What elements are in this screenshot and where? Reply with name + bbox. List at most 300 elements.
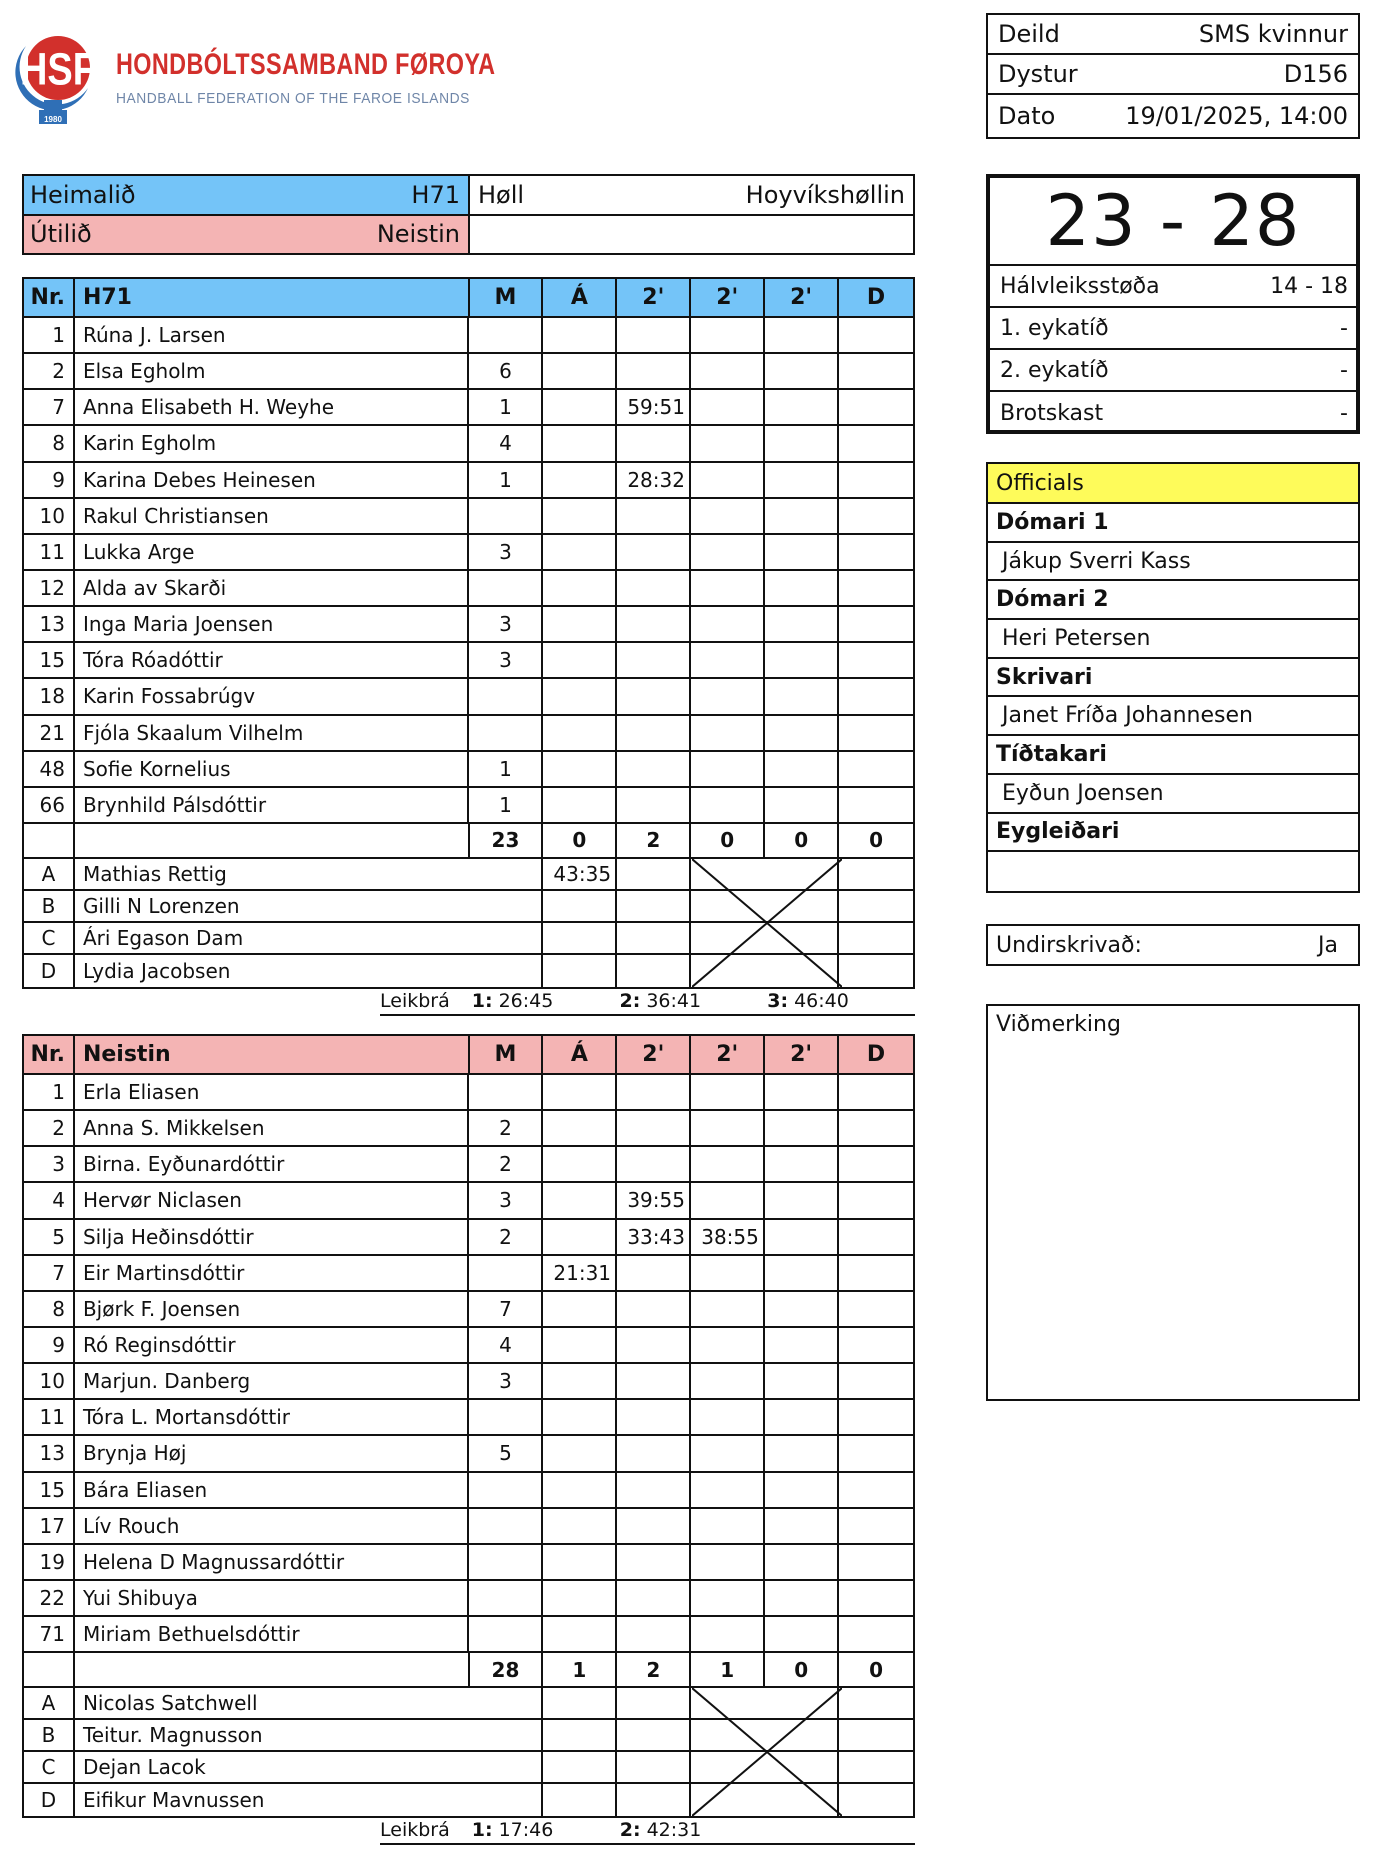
player-name: Eir Martinsdóttir <box>75 1256 470 1290</box>
player-m: 2 <box>469 1147 543 1181</box>
player-d <box>839 607 913 641</box>
official-disq <box>839 859 913 889</box>
player-d <box>839 716 913 750</box>
score-row <box>990 392 1356 434</box>
score-row-value: - <box>1340 357 1348 383</box>
player-d <box>839 318 913 352</box>
player-d <box>839 1292 913 1326</box>
player-p1 <box>617 499 691 533</box>
player-name: Lukka Arge <box>75 535 470 569</box>
player-name: Anna Elisabeth H. Weyhe <box>75 390 470 424</box>
player-row <box>24 1183 913 1219</box>
player-d <box>839 1581 913 1615</box>
player-a <box>543 643 617 677</box>
player-d <box>839 1256 913 1290</box>
total-p2: 0 <box>691 824 765 857</box>
timeout-time: 26:45 <box>498 990 554 1012</box>
away-roster-table <box>22 1034 915 1818</box>
totals-nr-empty <box>24 824 75 857</box>
timeout-time: 36:41 <box>646 990 702 1012</box>
emblem-text: HSF <box>20 43 96 95</box>
official-disq <box>839 891 913 921</box>
official-role: Dómari 1 <box>988 504 1358 543</box>
info-row-date <box>988 95 1358 137</box>
player-d <box>839 752 913 786</box>
official-disq <box>839 1752 913 1782</box>
player-name: Sofie Kornelius <box>75 752 470 786</box>
official-disq <box>839 923 913 953</box>
player-p1 <box>617 1256 691 1290</box>
player-p2 <box>691 354 765 388</box>
score-row-value: - <box>1340 400 1348 426</box>
official-warning <box>543 1784 617 1816</box>
timeouts-label: Leikbrá <box>380 990 450 1012</box>
player-d <box>839 1509 913 1543</box>
timeout-item <box>767 990 915 1012</box>
player-d <box>839 571 913 605</box>
player-a <box>543 1075 617 1109</box>
player-p2 <box>691 1147 765 1181</box>
player-name: Miriam Bethuelsdóttir <box>75 1617 470 1651</box>
player-name: Alda av Skarði <box>75 571 470 605</box>
hall-cell <box>470 176 913 214</box>
player-p1: 59:51 <box>617 390 691 424</box>
player-name: Brynja Høj <box>75 1436 470 1470</box>
player-d <box>839 535 913 569</box>
official-name: Ári Egason Dam <box>75 923 543 953</box>
player-name: Karin Fossabrúgv <box>75 679 470 713</box>
player-row <box>24 716 913 752</box>
final-score: 23 - 28 <box>990 178 1356 266</box>
player-number: 11 <box>24 535 75 569</box>
player-row <box>24 643 913 679</box>
score-row-label: Hálvleiksstøða <box>1000 273 1160 299</box>
player-a <box>543 1617 617 1651</box>
player-name: Ró Reginsdóttir <box>75 1328 470 1362</box>
info-value: SMS kvinnur <box>1198 20 1348 48</box>
col-header-m: M <box>470 279 544 316</box>
player-d <box>839 1400 913 1434</box>
player-p2: 38:55 <box>691 1220 765 1254</box>
player-a <box>543 463 617 497</box>
official-name: Mathias Rettig <box>75 859 543 889</box>
total-p3: 0 <box>765 1653 839 1686</box>
player-number: 7 <box>24 1256 75 1290</box>
player-p2 <box>691 390 765 424</box>
player-p2 <box>691 752 765 786</box>
official-name: Heri Petersen <box>988 620 1358 659</box>
player-a <box>543 318 617 352</box>
player-d <box>839 1111 913 1145</box>
player-p3 <box>765 1075 839 1109</box>
col-header-p1: 2' <box>617 1036 691 1073</box>
match-info-box <box>986 13 1360 139</box>
player-p1 <box>617 1364 691 1398</box>
home-team-line <box>24 176 913 214</box>
player-name: Brynhild Pálsdóttir <box>75 788 470 822</box>
score-row <box>990 350 1356 392</box>
col-header-p2: 2' <box>691 1036 765 1073</box>
player-number: 4 <box>24 1183 75 1217</box>
player-p2 <box>691 1473 765 1507</box>
player-name: Rakul Christiansen <box>75 499 470 533</box>
home-value: H71 <box>411 180 460 209</box>
player-d <box>839 1473 913 1507</box>
player-p2 <box>691 463 765 497</box>
official-letter: C <box>24 1752 75 1782</box>
player-row <box>24 1292 913 1328</box>
player-number: 1 <box>24 1075 75 1109</box>
player-row <box>24 535 913 571</box>
signed-box <box>986 924 1360 966</box>
player-a <box>543 1436 617 1470</box>
hall-value: Hoyvíkshøllin <box>745 180 905 209</box>
score-box <box>986 174 1360 434</box>
official-suspension <box>617 1688 691 1718</box>
official-role: Tíðtakari <box>988 736 1358 775</box>
player-name: Karin Egholm <box>75 426 470 460</box>
hall-label: Høll <box>478 180 525 209</box>
timeouts-label: Leikbrá <box>380 1819 450 1841</box>
player-a <box>543 607 617 641</box>
col-header-a: Á <box>543 279 617 316</box>
timeout-time: 42:31 <box>646 1819 702 1841</box>
player-d <box>839 499 913 533</box>
player-p2 <box>691 607 765 641</box>
player-p3 <box>765 716 839 750</box>
player-name: Erla Eliasen <box>75 1075 470 1109</box>
player-m <box>469 1617 543 1651</box>
player-row <box>24 1364 913 1400</box>
player-p1 <box>617 1545 691 1579</box>
official-letter: C <box>24 923 75 953</box>
player-number: 22 <box>24 1581 75 1615</box>
official-letter: B <box>24 891 75 921</box>
player-number: 17 <box>24 1509 75 1543</box>
player-row <box>24 1436 913 1472</box>
player-m: 3 <box>469 1364 543 1398</box>
player-name: Helena D Magnussardóttir <box>75 1545 470 1579</box>
col-header-m: M <box>470 1036 544 1073</box>
player-p3 <box>765 1147 839 1181</box>
player-p1 <box>617 1292 691 1326</box>
player-p1 <box>617 426 691 460</box>
remarks-box <box>986 1004 1360 1401</box>
player-m: 6 <box>469 354 543 388</box>
player-m: 3 <box>469 607 543 641</box>
player-a <box>543 390 617 424</box>
player-p1: 33:43 <box>617 1220 691 1254</box>
player-row <box>24 1111 913 1147</box>
score-row-label: 2. eykatíð <box>1000 357 1109 383</box>
signed-value: Ja <box>1318 932 1338 958</box>
player-number: 2 <box>24 1111 75 1145</box>
totals-name-empty <box>75 824 470 857</box>
player-a <box>543 426 617 460</box>
player-row <box>24 1220 913 1256</box>
player-p2 <box>691 499 765 533</box>
timeout-item <box>620 990 768 1012</box>
official-warning <box>543 1720 617 1750</box>
player-p3 <box>765 1436 839 1470</box>
official-name: Teitur. Magnusson <box>75 1720 543 1750</box>
player-d <box>839 643 913 677</box>
player-number: 8 <box>24 426 75 460</box>
table-header-row <box>24 279 913 318</box>
player-p3 <box>765 318 839 352</box>
player-m <box>469 499 543 533</box>
col-header-d: D <box>866 1042 886 1067</box>
player-m: 2 <box>469 1220 543 1254</box>
player-row <box>24 426 913 462</box>
timeout-number: 2: <box>619 990 641 1012</box>
official-name: Lydia Jacobsen <box>75 955 543 987</box>
player-p3 <box>765 1111 839 1145</box>
player-d <box>839 1617 913 1651</box>
player-p1 <box>617 643 691 677</box>
cross-mark-icon <box>692 1688 842 1816</box>
player-a <box>543 1473 617 1507</box>
official-name: Eyðun Joensen <box>988 775 1358 814</box>
player-a <box>543 752 617 786</box>
officials-box <box>986 462 1360 893</box>
player-m: 4 <box>469 426 543 460</box>
player-p1 <box>617 1147 691 1181</box>
info-value: D156 <box>1283 60 1348 88</box>
player-row <box>24 463 913 499</box>
player-p3 <box>765 1220 839 1254</box>
player-p3 <box>765 788 839 822</box>
team-officials-block <box>24 1688 913 1816</box>
player-row <box>24 499 913 535</box>
player-row <box>24 1581 913 1617</box>
player-name: Tóra L. Mortansdóttir <box>75 1400 470 1434</box>
player-p3 <box>765 1581 839 1615</box>
player-p3 <box>765 499 839 533</box>
player-d <box>839 788 913 822</box>
player-a <box>543 1509 617 1543</box>
timeout-item <box>472 1819 620 1841</box>
player-d <box>839 1075 913 1109</box>
player-p2 <box>691 571 765 605</box>
player-p2 <box>691 1183 765 1217</box>
player-name: Bára Eliasen <box>75 1473 470 1507</box>
teams-box <box>22 174 915 255</box>
player-number: 9 <box>24 1328 75 1362</box>
player-number: 10 <box>24 1364 75 1398</box>
player-p3 <box>765 426 839 460</box>
official-name: Janet Fríða Johannesen <box>988 697 1358 736</box>
official-name: Jákup Sverri Kass <box>988 543 1358 582</box>
player-row <box>24 354 913 390</box>
player-d <box>839 1545 913 1579</box>
score-row-value: - <box>1340 315 1348 341</box>
player-number: 15 <box>24 643 75 677</box>
col-header-nr: Nr. <box>24 279 75 316</box>
officials-title: Officials <box>988 464 1358 504</box>
col-header-a: Á <box>543 1036 617 1073</box>
team-officials-block <box>24 859 913 987</box>
official-name: Dejan Lacok <box>75 1752 543 1782</box>
table-header-row <box>24 1036 913 1075</box>
col-header-nr: Nr. <box>24 1036 75 1073</box>
player-name: Anna S. Mikkelsen <box>75 1111 470 1145</box>
away-team-line <box>24 214 913 254</box>
official-letter: D <box>24 1784 75 1816</box>
player-p1 <box>617 1581 691 1615</box>
player-row <box>24 1617 913 1653</box>
player-number: 12 <box>24 571 75 605</box>
info-value: 19/01/2025, 14:00 <box>1125 102 1348 130</box>
player-p1 <box>617 607 691 641</box>
player-m: 1 <box>469 752 543 786</box>
total-m: 23 <box>470 824 544 857</box>
player-number: 9 <box>24 463 75 497</box>
official-disq <box>839 1688 913 1718</box>
official-disq <box>839 1720 913 1750</box>
player-p3 <box>765 1364 839 1398</box>
player-number: 13 <box>24 1436 75 1470</box>
timeout-item <box>620 1819 768 1841</box>
player-m: 1 <box>469 788 543 822</box>
total-d: 0 <box>869 1657 884 1682</box>
player-p3 <box>765 535 839 569</box>
player-name: Birna. Eyðunardóttir <box>75 1147 470 1181</box>
player-p1 <box>617 788 691 822</box>
info-label: Dato <box>998 102 1056 130</box>
player-name: Elsa Egholm <box>75 354 470 388</box>
player-number: 21 <box>24 716 75 750</box>
col-header-team: Neistin <box>75 1036 470 1073</box>
player-p2 <box>691 1364 765 1398</box>
official-letter: B <box>24 1720 75 1750</box>
timeout-number: 2: <box>619 1819 641 1841</box>
col-header-p2: 2' <box>691 279 765 316</box>
player-p2 <box>691 1256 765 1290</box>
player-p1: 28:32 <box>617 463 691 497</box>
player-d <box>839 390 913 424</box>
player-p1 <box>617 1617 691 1651</box>
player-number: 71 <box>24 1617 75 1651</box>
player-m: 3 <box>469 643 543 677</box>
official-suspension <box>617 923 691 953</box>
player-m: 3 <box>469 1183 543 1217</box>
player-row <box>24 1545 913 1581</box>
total-m: 28 <box>470 1653 544 1686</box>
player-a <box>543 499 617 533</box>
player-p3 <box>765 1617 839 1651</box>
official-suspension <box>617 1752 691 1782</box>
player-p1 <box>617 1436 691 1470</box>
player-m <box>469 1075 543 1109</box>
total-p3: 0 <box>765 824 839 857</box>
player-number: 3 <box>24 1147 75 1181</box>
player-m: 4 <box>469 1328 543 1362</box>
player-d <box>839 1328 913 1362</box>
player-row <box>24 607 913 643</box>
player-p2 <box>691 679 765 713</box>
official-warning: 43:35 <box>543 859 617 889</box>
player-a <box>543 354 617 388</box>
player-name: Fjóla Skaalum Vilhelm <box>75 716 470 750</box>
player-a <box>543 535 617 569</box>
score-row <box>990 266 1356 308</box>
home-label: Heimalið <box>30 180 136 209</box>
player-p3 <box>765 1545 839 1579</box>
player-name: Hervør Niclasen <box>75 1183 470 1217</box>
player-number: 10 <box>24 499 75 533</box>
score-row-label: Brotskast <box>1000 400 1104 426</box>
player-p3 <box>765 643 839 677</box>
player-row <box>24 1256 913 1292</box>
player-p1 <box>617 1111 691 1145</box>
player-p2 <box>691 318 765 352</box>
official-warning <box>543 955 617 987</box>
col-header-p3: 2' <box>765 279 839 316</box>
player-name: Marjun. Danberg <box>75 1364 470 1398</box>
player-p1: 39:55 <box>617 1183 691 1217</box>
official-name: Gilli N Lorenzen <box>75 891 543 921</box>
player-row <box>24 1473 913 1509</box>
player-p3 <box>765 1473 839 1507</box>
player-p1 <box>617 354 691 388</box>
player-a <box>543 1400 617 1434</box>
player-d <box>839 1220 913 1254</box>
player-d <box>839 426 913 460</box>
player-p3 <box>765 752 839 786</box>
org-name: HONDBÓLTSSAMBAND FØROYA <box>116 48 496 81</box>
player-p2 <box>691 1509 765 1543</box>
player-m: 7 <box>469 1292 543 1326</box>
org-subtitle: HANDBALL FEDERATION OF THE FAROE ISLANDS <box>116 90 470 107</box>
total-p2: 1 <box>691 1653 765 1686</box>
player-d <box>839 1147 913 1181</box>
player-p1 <box>617 679 691 713</box>
player-m <box>469 1509 543 1543</box>
player-m: 1 <box>469 463 543 497</box>
col-header-d: D <box>866 285 886 310</box>
player-m <box>469 318 543 352</box>
official-role: Eygleiðari <box>988 814 1358 853</box>
timeout-number: 1: <box>471 1819 493 1841</box>
player-a: 21:31 <box>543 1256 617 1290</box>
player-p1 <box>617 716 691 750</box>
info-row-match <box>988 55 1358 95</box>
player-p3 <box>765 390 839 424</box>
player-name: Inga Maria Joensen <box>75 607 470 641</box>
official-suspension <box>617 891 691 921</box>
player-a <box>543 1545 617 1579</box>
official-name: Eifikur Mavnussen <box>75 1784 543 1816</box>
col-header-p3: 2' <box>765 1036 839 1073</box>
player-row <box>24 1147 913 1183</box>
official-letter: A <box>24 859 75 889</box>
timeout-time: 17:46 <box>498 1819 554 1841</box>
player-row <box>24 390 913 426</box>
totals-name-empty <box>75 1653 470 1686</box>
score-row-value: 14 - 18 <box>1270 273 1348 299</box>
player-p2 <box>691 716 765 750</box>
player-m <box>469 1545 543 1579</box>
total-d: 0 <box>869 828 884 853</box>
player-p2 <box>691 1436 765 1470</box>
info-label: Dystur <box>998 60 1078 88</box>
player-d <box>839 354 913 388</box>
player-p2 <box>691 1328 765 1362</box>
info-label: Deild <box>998 20 1060 48</box>
player-number: 11 <box>24 1400 75 1434</box>
remarks-label: Viðmerking <box>996 1012 1121 1037</box>
